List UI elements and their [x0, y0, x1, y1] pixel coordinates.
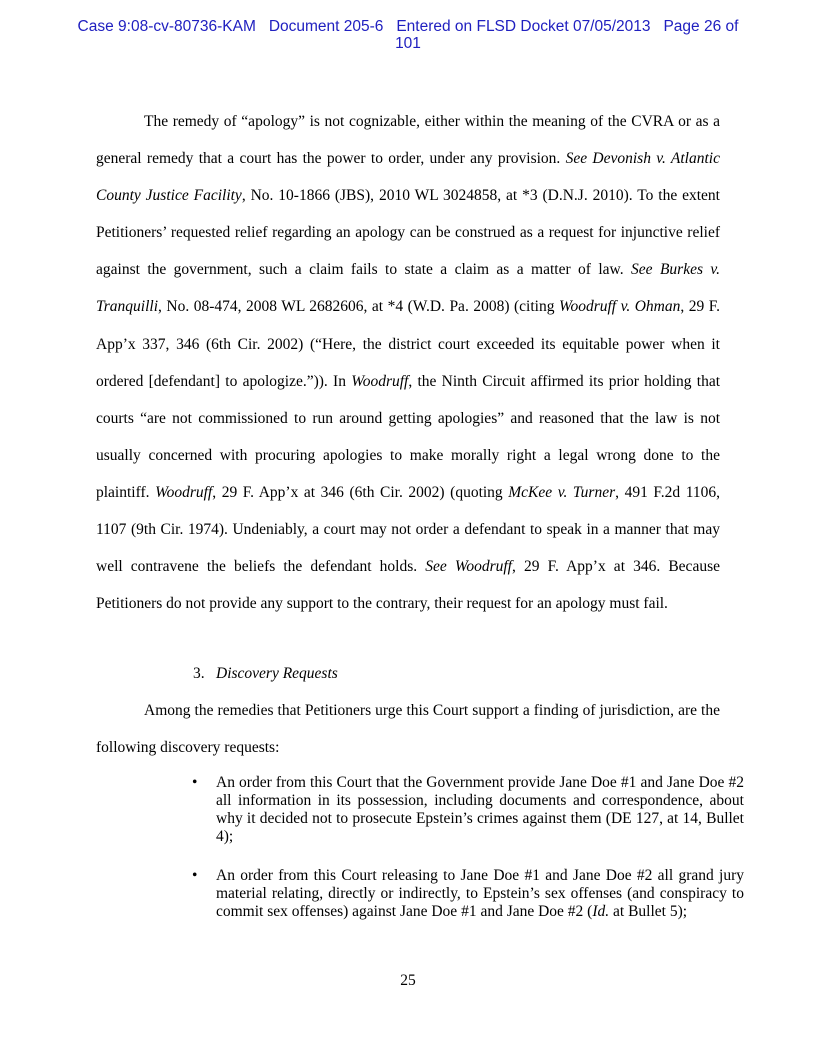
- section-heading: [193, 655, 338, 692]
- p1-text-5: , the Ninth Circuit affirmed its prior holding that courts “are not commissioned to run around getting apologies” and reasoned that the law is not usually concerned with procuring apologies to make morally right a legal wrong done to the plaintiff.: [96, 372, 721, 501]
- document-number: Document 205-6: [268, 18, 384, 35]
- list-item: [192, 867, 744, 921]
- page-total: 101: [395, 35, 421, 52]
- p1-text-6: , 29 F. App’x at 346 (6th Cir. 2002) (quoting: [212, 483, 509, 501]
- discovery-paragraph: [96, 692, 720, 766]
- p1-text-7: , 491 F.2d 1106, 1107 (9th Cir. 1974). Undeniably, a court may not order a defendant to speak in a manner that may well contravene the beliefs the defendant holds.: [96, 483, 721, 576]
- list-item: [192, 774, 744, 846]
- list-item-text: An order from this Court that the Government provide Jane Doe #1 and Jane Doe #2 all information in its possession, including documents and correspondence, about why it decided not to prosecute Epstein’s crimes against them (DE 127, at 14, Bullet 4);: [216, 774, 744, 845]
- docket-header: [0, 18, 816, 52]
- citation-devonish: See Devonish v. Atlantic County Justice Facility: [96, 150, 720, 205]
- citation-see-woodruff: See Woodruff: [425, 558, 512, 576]
- bullet-icon: •: [192, 867, 198, 884]
- section-number: 3.: [193, 665, 205, 682]
- page-of: Page 26 of: [663, 18, 739, 35]
- case-number: Case 9:08-cv-80736-KAM: [77, 18, 256, 35]
- section-title: Discovery Requests: [216, 665, 338, 682]
- citation-woodruff-1: Woodruff: [351, 372, 409, 390]
- p1-text-4: , 29 F. App’x 337, 346 (6th Cir. 2002) (“Here, the district court exceeded its equitable power when it ordered [defendant] to apologize.”)). In: [96, 298, 721, 390]
- citation-id: Id.: [592, 903, 610, 920]
- page-number: 25: [400, 972, 416, 989]
- p1-text-3: , No. 08-474, 2008 WL 2682606, at *4 (W.D. Pa. 2008) (citing: [158, 298, 559, 316]
- p1-text-8: , 29 F. App’x at 346. Because Petitioners do not provide any support to the contrary, their request for an apology must fail.: [96, 558, 720, 613]
- citation-mckee: McKee v. Turner: [508, 483, 616, 501]
- p1-text-1: The remedy of “apology” is not cognizable, either within the meaning of the CVRA or as a general remedy that a court has the power to order, under any provision.: [96, 113, 720, 168]
- p2-text: Among the remedies that Petitioners urge this Court support a finding of jurisdiction, are the following discovery requests:: [96, 702, 720, 757]
- list-item-text: An order from this Court releasing to Jane Doe #1 and Jane Doe #2 all grand jury material relating, directly or indirectly, to Epstein’s sex offenses (and conspiracy to commit sex offenses) against Jane Doe #1 and Jane Doe #2 (: [216, 867, 744, 920]
- citation-burkes: See Burkes v. Tranquilli: [96, 261, 721, 316]
- p1-text-2: , No. 10-1866 (JBS), 2010 WL 3024858, at *3 (D.N.J. 2010). To the extent Petitioners’ requested relief regarding an apology can be construed as a request for injunctive relief against the government, such a claim fails to state a claim as a matter of law.: [96, 187, 720, 279]
- bullet-icon: •: [192, 774, 198, 791]
- apology-paragraph: [96, 103, 720, 622]
- citation-woodruff-2: Woodruff: [155, 483, 213, 501]
- docket-entry: Entered on FLSD Docket 07/05/2013: [396, 18, 651, 35]
- list-item-text-end: at Bullet 5);: [609, 903, 688, 920]
- citation-woodruff-ohman: Woodruff v. Ohman: [558, 298, 681, 316]
